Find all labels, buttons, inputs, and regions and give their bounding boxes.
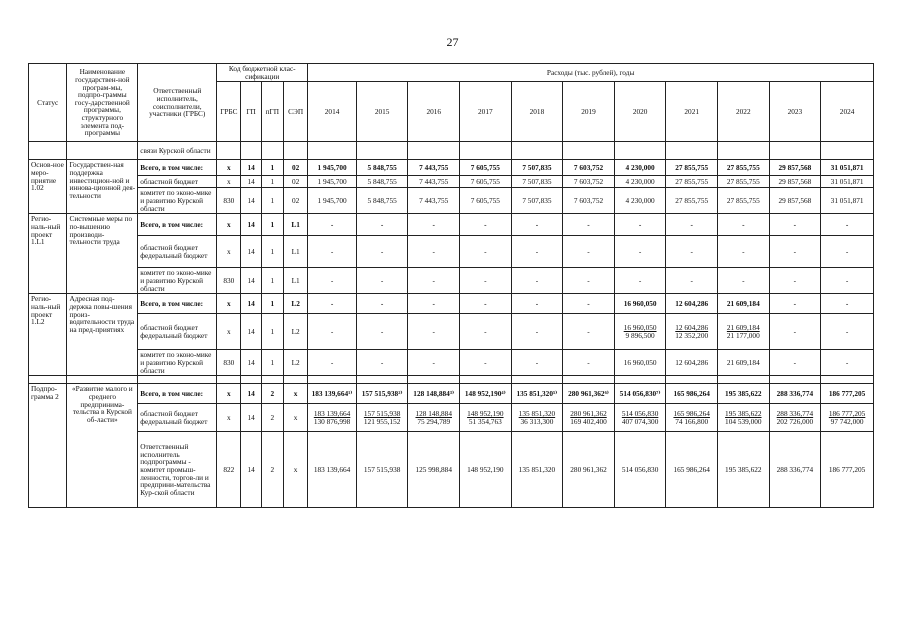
- table-row: [29, 176, 874, 188]
- row-value: 4 230,000: [614, 176, 666, 188]
- row-value: 4 230,000: [614, 188, 666, 214]
- table-row: [29, 314, 874, 350]
- row-value: -: [308, 268, 357, 294]
- row-value: -: [769, 314, 821, 350]
- row-value: -: [821, 268, 874, 294]
- spacer-row: [29, 376, 874, 384]
- header-name: Наименование государствен-ной програм-мы, подпро-граммы госу-дарственной программы, структурного элемента под-программы: [67, 64, 138, 142]
- row-value: -: [511, 214, 563, 236]
- row-value: -: [356, 294, 408, 314]
- row-executor: комитет по эконо-мике и развитию Курской области: [138, 188, 217, 214]
- row-code: 14: [241, 404, 261, 432]
- row-value: -: [563, 214, 615, 236]
- row-value: 186 777,205: [821, 384, 874, 404]
- header-expenses-group: Расходы (тыс. рублей), годы: [308, 64, 874, 82]
- row-value: -: [563, 268, 615, 294]
- row-value: [666, 314, 718, 350]
- row-value: 514 056,830⁷⁾: [614, 384, 666, 404]
- header-year-7: 2021: [666, 82, 718, 142]
- table-row: [29, 160, 874, 176]
- row-value: -: [511, 294, 563, 314]
- row-value: 29 857,568: [769, 176, 821, 188]
- row-value: -: [408, 294, 460, 314]
- row-code: 2: [261, 384, 283, 404]
- header-executor: Ответственный исполнитель, соисполнители, участники (ГРБС): [138, 64, 217, 142]
- row-value: -: [460, 214, 512, 236]
- row-value: 7 443,755: [408, 188, 460, 214]
- header-year-3: 2017: [460, 82, 512, 142]
- header-year-2: 2016: [408, 82, 460, 142]
- row-value-part: 514 056,830: [621, 409, 659, 419]
- row-value: -: [563, 294, 615, 314]
- row-value: -: [408, 350, 460, 376]
- row-value: 5 848,755: [356, 188, 408, 214]
- row-value: 27 855,755: [718, 160, 770, 176]
- block-status: Регио-наль-ный проект 1.L1: [29, 214, 67, 294]
- row-value: 27 855,755: [718, 188, 770, 214]
- header-year-1: 2015: [356, 82, 408, 142]
- row-value: [356, 404, 408, 432]
- row-value-part: 186 777,205: [828, 409, 866, 419]
- row-value: -: [308, 314, 357, 350]
- row-value: 7 603,752: [563, 160, 615, 176]
- row-value: 4 230,000: [614, 160, 666, 176]
- row-value: 31 051,871: [821, 188, 874, 214]
- row-value: 1 945,700: [308, 160, 357, 176]
- row-value: 1 945,700: [308, 188, 357, 214]
- row-value: 7 507,835: [511, 160, 563, 176]
- row-executor: областной бюджет федеральный бюджет: [138, 236, 217, 268]
- budget-table: [28, 63, 874, 508]
- block-status: Основ-ное меро-приятие 1.02: [29, 160, 67, 214]
- row-executor: Всего, в том числе:: [138, 214, 217, 236]
- row-value: -: [408, 268, 460, 294]
- row-value: 29 857,568: [769, 188, 821, 214]
- row-code: 1: [261, 160, 283, 176]
- row-code: 1: [261, 350, 283, 376]
- row-value: -: [408, 314, 460, 350]
- row-value: 5 848,755: [356, 160, 408, 176]
- row-value-part: 169 402,400: [570, 416, 607, 426]
- row-code: х: [283, 432, 307, 508]
- row-code: 14: [241, 188, 261, 214]
- row-code: 830: [217, 188, 241, 214]
- row-value: -: [356, 350, 408, 376]
- row-value: 7 443,755: [408, 160, 460, 176]
- row-executor: комитет по эконо-мике и развитию Курской области: [138, 268, 217, 294]
- row-value: 135 851,320: [511, 432, 563, 508]
- row-value: [718, 404, 770, 432]
- header-code-3: СЭП: [283, 82, 307, 142]
- row-value-part: 130 876,998: [313, 416, 351, 426]
- block-status: Регио-наль-ный проект 1.L2: [29, 294, 67, 376]
- row-value-part: 21 609,184: [726, 323, 760, 333]
- row-value: 16 960,050: [614, 294, 666, 314]
- row-value: 165 986,264: [666, 432, 718, 508]
- row-value-part: 9 896,500: [625, 330, 655, 340]
- row-value: -: [769, 268, 821, 294]
- row-value: 12 604,286: [666, 294, 718, 314]
- table-row: [29, 432, 874, 508]
- row-value: -: [821, 294, 874, 314]
- row-code: 1: [261, 176, 283, 188]
- row-value: 27 855,755: [666, 160, 718, 176]
- row-value: -: [511, 268, 563, 294]
- row-value-part: 97 742,000: [830, 416, 864, 426]
- row-value: [666, 404, 718, 432]
- row-value: 12 604,286: [666, 350, 718, 376]
- row-value: -: [718, 236, 770, 268]
- header-code-1: ГП: [241, 82, 261, 142]
- header-year-5: 2019: [563, 82, 615, 142]
- row-value-part: 16 960,050: [623, 323, 657, 333]
- row-value: -: [511, 236, 563, 268]
- row-code: 14: [241, 236, 261, 268]
- row-code: 1: [261, 268, 283, 294]
- row-value-part: 36 313,300: [520, 416, 554, 426]
- row-code: 822: [217, 432, 241, 508]
- row-value: 31 051,871: [821, 160, 874, 176]
- row-code: 14: [241, 432, 261, 508]
- row-value: 5 848,755: [356, 176, 408, 188]
- row-value-part: 21 177,000: [726, 330, 760, 340]
- block-status: Подпро-грамма 2: [29, 384, 67, 508]
- header-code-group: Код бюджетной клас-сификации: [217, 64, 308, 82]
- row-value: -: [614, 268, 666, 294]
- row-code: L1: [283, 214, 307, 236]
- row-value: [563, 404, 615, 432]
- header-year-6: 2020: [614, 82, 666, 142]
- row-value: [614, 404, 666, 432]
- row-code: 14: [241, 350, 261, 376]
- row-value: 7 443,755: [408, 176, 460, 188]
- table-row: [29, 294, 874, 314]
- row-code: х: [283, 404, 307, 432]
- row-code: х: [283, 384, 307, 404]
- row-code: 830: [217, 268, 241, 294]
- row-value: 7 605,755: [460, 188, 512, 214]
- table-row: [29, 384, 874, 404]
- row-value: -: [769, 294, 821, 314]
- row-value-part: 280 961,362: [570, 409, 607, 419]
- page-number: 27: [446, 35, 459, 49]
- row-value: 514 056,830: [614, 432, 666, 508]
- row-value-part: 165 986,264: [673, 409, 710, 419]
- row-value: -: [718, 214, 770, 236]
- header-year-10: 2024: [821, 82, 874, 142]
- row-value: 183 139,664¹⁾: [308, 384, 357, 404]
- row-value: 27 855,755: [666, 176, 718, 188]
- row-value: [308, 404, 357, 432]
- row-code: х: [217, 314, 241, 350]
- table-row: [29, 188, 874, 214]
- row-value-part: 195 385,622: [725, 409, 762, 419]
- row-value-part: 74 166,800: [675, 416, 709, 426]
- row-value-part: 51 354,763: [468, 416, 502, 426]
- table-row: [29, 350, 874, 376]
- row-value: 7 605,755: [460, 176, 512, 188]
- block-name: Государствен-ная поддержка инвестицион-ной и иннова-ционной дея-тельности: [67, 160, 138, 214]
- row-value: -: [308, 350, 357, 376]
- row-code: L1: [283, 236, 307, 268]
- row-executor: Всего, в том числе:: [138, 294, 217, 314]
- row-code: х: [217, 160, 241, 176]
- row-value: -: [821, 314, 874, 350]
- row-value-part: 121 955,152: [363, 416, 401, 426]
- row-code: х: [217, 236, 241, 268]
- row-executor: Ответственный исполнитель подпрограммы - комитет промыш-ленности, торгов-ли и предприни-мательства Кур-ской области: [138, 432, 217, 508]
- row-executor: Всего, в том числе:: [138, 384, 217, 404]
- row-code: 1: [261, 294, 283, 314]
- row-code: L2: [283, 314, 307, 350]
- row-code: 14: [241, 314, 261, 350]
- row-value: -: [821, 214, 874, 236]
- row-value: -: [666, 214, 718, 236]
- table-row: [29, 214, 874, 236]
- row-value: -: [356, 268, 408, 294]
- row-code: 14: [241, 384, 261, 404]
- row-value: 280 961,362: [563, 432, 615, 508]
- row-value: -: [460, 314, 512, 350]
- row-code: 02: [283, 160, 307, 176]
- row-value: [821, 404, 874, 432]
- row-code: 14: [241, 268, 261, 294]
- table-row: [29, 268, 874, 294]
- row-value: 29 857,568: [769, 160, 821, 176]
- row-value: -: [511, 350, 563, 376]
- row-value: -: [356, 214, 408, 236]
- row-value: -: [408, 236, 460, 268]
- header-year-8: 2022: [718, 82, 770, 142]
- row-code: 2: [261, 432, 283, 508]
- row-value: -: [308, 294, 357, 314]
- row-value: [460, 404, 512, 432]
- row-code: х: [217, 404, 241, 432]
- row-value: 7 507,835: [511, 176, 563, 188]
- row-value: -: [356, 236, 408, 268]
- row-value: 27 855,755: [718, 176, 770, 188]
- row-value: 135 851,320⁵⁾: [511, 384, 563, 404]
- row-value: -: [356, 314, 408, 350]
- row-value: -: [769, 236, 821, 268]
- carry-executor: связи Курской области: [138, 142, 217, 160]
- row-code: 1: [261, 214, 283, 236]
- row-value: [614, 314, 666, 350]
- row-value: -: [821, 236, 874, 268]
- row-value: -: [614, 236, 666, 268]
- row-value-part: 288 336,774: [776, 409, 814, 419]
- row-code: 02: [283, 188, 307, 214]
- row-value-part: 157 515,938: [363, 409, 401, 419]
- row-executor: областной бюджет: [138, 176, 217, 188]
- row-value: -: [460, 350, 512, 376]
- row-code: 14: [241, 294, 261, 314]
- row-value: 157 515,938²⁾: [356, 384, 408, 404]
- row-value: -: [308, 236, 357, 268]
- row-value: 21 609,184: [718, 294, 770, 314]
- row-value: [408, 404, 460, 432]
- row-value: -: [563, 314, 615, 350]
- row-code: 1: [261, 188, 283, 214]
- row-value: 165 986,264: [666, 384, 718, 404]
- block-name: «Развитие малого и среднего предпринима-тельства в Курской об-ласти»: [67, 384, 138, 508]
- header-status: Статус: [29, 64, 67, 142]
- row-value: -: [666, 236, 718, 268]
- row-value-part: 12 352,200: [675, 330, 709, 340]
- row-value-part: 202 726,000: [776, 416, 814, 426]
- row-value-part: 183 139,664: [313, 409, 351, 419]
- row-value: -: [563, 350, 615, 376]
- row-value: 7 603,752: [563, 176, 615, 188]
- row-value: -: [511, 314, 563, 350]
- row-value: [769, 404, 821, 432]
- row-value: -: [666, 268, 718, 294]
- row-value: 148 952,190⁴⁾: [460, 384, 512, 404]
- row-value: [511, 404, 563, 432]
- row-code: х: [217, 176, 241, 188]
- row-code: х: [217, 294, 241, 314]
- row-code: 2: [261, 404, 283, 432]
- row-value: 1 945,700: [308, 176, 357, 188]
- row-value: -: [408, 214, 460, 236]
- row-value: -: [308, 214, 357, 236]
- row-value: 7 603,752: [563, 188, 615, 214]
- row-value: 148 952,190: [460, 432, 512, 508]
- row-executor: областной бюджет федеральный бюджет: [138, 404, 217, 432]
- row-value-part: 407 074,300: [621, 416, 659, 426]
- row-value: 288 336,774: [769, 432, 821, 508]
- row-executor: областной бюджет федеральный бюджет: [138, 314, 217, 350]
- row-value: [718, 314, 770, 350]
- row-value: -: [821, 350, 874, 376]
- row-value: 183 139,664: [308, 432, 357, 508]
- row-value: 27 855,755: [666, 188, 718, 214]
- row-code: 830: [217, 350, 241, 376]
- table-row: [29, 236, 874, 268]
- row-value: 195 385,622: [718, 384, 770, 404]
- row-value: 195 385,622: [718, 432, 770, 508]
- row-code: 14: [241, 176, 261, 188]
- row-value: 125 998,884: [408, 432, 460, 508]
- row-value: -: [563, 236, 615, 268]
- row-value-part: 75 294,789: [417, 416, 451, 426]
- row-executor: Всего, в том числе:: [138, 160, 217, 176]
- row-value: 21 609,184: [718, 350, 770, 376]
- row-code: 1: [261, 314, 283, 350]
- row-code: х: [217, 214, 241, 236]
- row-value: 280 961,362⁶⁾: [563, 384, 615, 404]
- row-value: 186 777,205: [821, 432, 874, 508]
- row-value: -: [614, 214, 666, 236]
- row-code: 14: [241, 214, 261, 236]
- row-code: 14: [241, 160, 261, 176]
- row-value-part: 104 539,000: [725, 416, 762, 426]
- row-value: -: [460, 268, 512, 294]
- row-value: -: [769, 214, 821, 236]
- row-value: -: [460, 294, 512, 314]
- row-code: 02: [283, 176, 307, 188]
- row-value: -: [460, 236, 512, 268]
- row-value: 7 605,755: [460, 160, 512, 176]
- row-value-part: 12 604,286: [675, 323, 709, 333]
- row-value: 7 507,835: [511, 188, 563, 214]
- row-value: -: [769, 350, 821, 376]
- row-code: L2: [283, 294, 307, 314]
- row-value-part: 148 952,190: [467, 409, 504, 419]
- header-year-4: 2018: [511, 82, 563, 142]
- row-executor: комитет по эконо-мике и развитию Курской области: [138, 350, 217, 376]
- row-value: -: [718, 268, 770, 294]
- row-value: 31 051,871: [821, 176, 874, 188]
- row-code: 1: [261, 236, 283, 268]
- row-code: L2: [283, 350, 307, 376]
- row-code: L1: [283, 268, 307, 294]
- block-name: Системные меры по по-вышению производи-тельности труда: [67, 214, 138, 294]
- row-value: 16 960,050: [614, 350, 666, 376]
- row-code: х: [217, 384, 241, 404]
- header-code-0: ГРБС: [217, 82, 241, 142]
- header-year-0: 2014: [308, 82, 357, 142]
- row-value: 157 515,938: [356, 432, 408, 508]
- block-name: Адресная под-держка повы-шения произ-водительности труда на пред-приятиях: [67, 294, 138, 376]
- table-row: [29, 404, 874, 432]
- row-value: 128 148,884³⁾: [408, 384, 460, 404]
- row-value: 288 336,774: [769, 384, 821, 404]
- row-value-part: 128 148,884: [415, 409, 452, 419]
- row-value-part: 135 851,320: [518, 409, 556, 419]
- header-year-9: 2023: [769, 82, 821, 142]
- header-code-2: пГП: [261, 82, 283, 142]
